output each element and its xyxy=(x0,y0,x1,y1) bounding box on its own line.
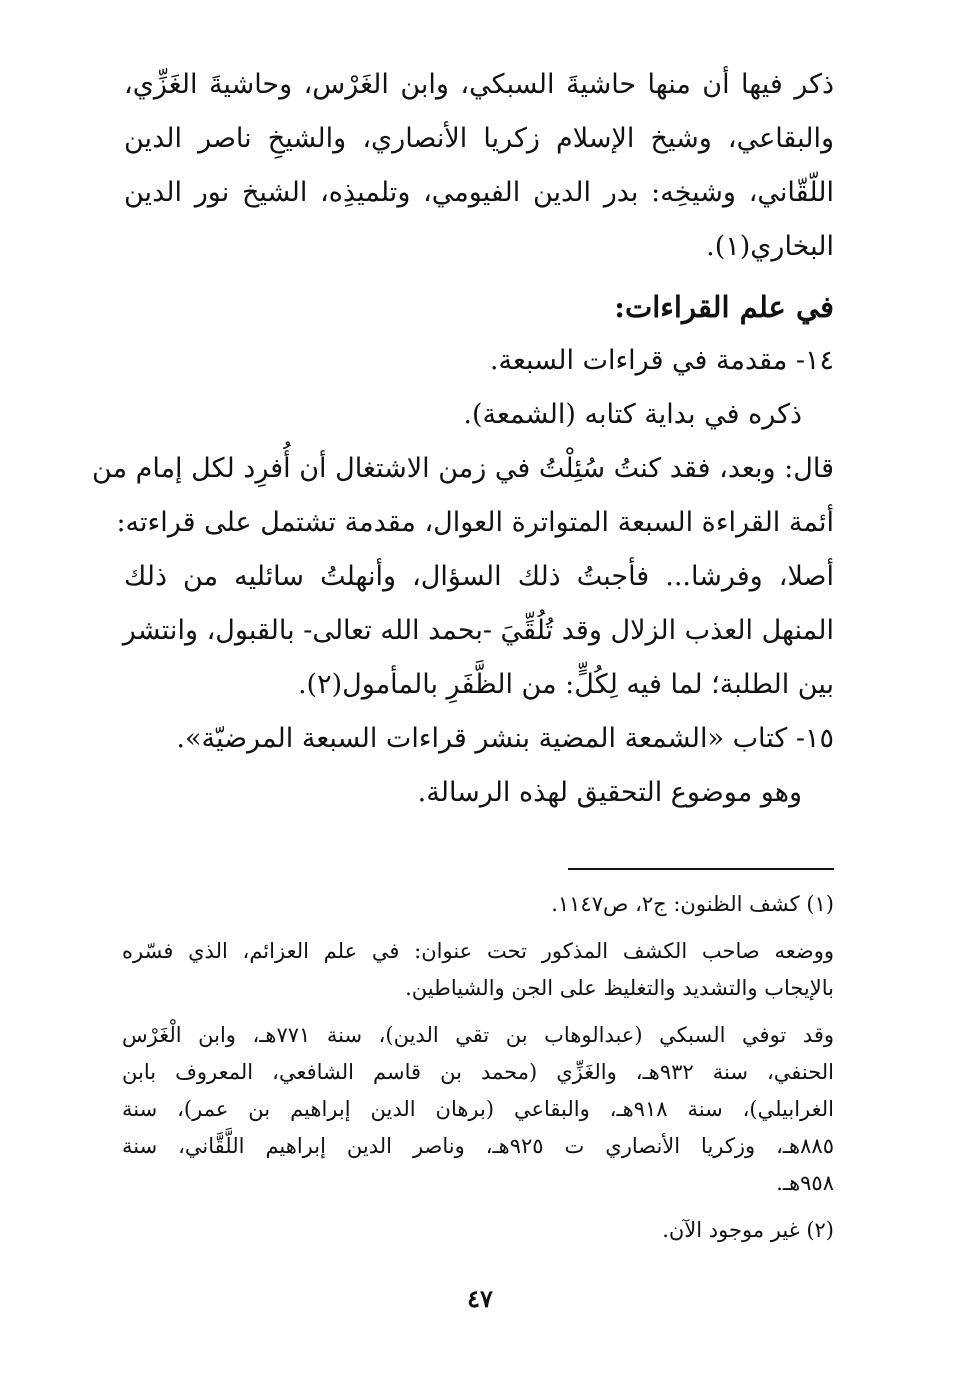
footnote-line: الغرابيلي)، سنة ٩١٨هـ، والبقاعي (برهان الدين إبراهيم بن عمر)، سنة xyxy=(122,1097,835,1121)
item-15-title: ١٥- كتاب «الشمعة المضية بنشر قراءات السبعة المرضيّة». xyxy=(176,723,834,754)
footnote-line: ٨٨٥هـ، وزكريا الأنصاري ت ٩٢٥هـ، وناصر الدين إبراهيم اللَّقَّاني، سنة xyxy=(122,1134,834,1158)
footnote-1: (١) كشف الظنون: ج٢، ص١١٤٧. xyxy=(551,892,834,916)
footnote-line: ٩٥٨هـ. xyxy=(776,1171,834,1195)
item-15-note: وهو موضوع التحقيق لهذه الرسالة. xyxy=(417,777,802,808)
quote-line: المنهل العذب الزلال وقد تُلُقِّيَ -بحمد الله تعالى- بالقبول، وانتشر xyxy=(122,615,834,646)
main-text xyxy=(92,58,834,820)
footnote-line: ووضعه صاحب الكشف المذكور تحت عنوان: في علم العزائم، الذي فسّره xyxy=(122,939,834,963)
section-heading: في علم القراءات: xyxy=(614,290,834,324)
footnote-separator xyxy=(568,868,834,870)
paragraph-line: البخاري(١). xyxy=(706,231,834,262)
page-number: ٤٧ xyxy=(467,1284,493,1313)
paragraph-line: اللّقّاني، وشيخِه: بدر الدين الفيومي، وتلميذِه، الشيخ نور الدين xyxy=(124,177,834,208)
footnote-2: (٢) غير موجود الآن. xyxy=(662,1218,834,1242)
quote-line: أئمة القراءة السبعة المتواترة العوال، مقدمة تشتمل على قراءته: xyxy=(116,507,834,538)
footnote-line: الحنفي، سنة ٩٣٢هـ، والغَزِّي (محمد بن قاسم الشافعي، المعروف بابن xyxy=(122,1060,835,1084)
paragraph-line: ذكر فيها أن منها حاشيةَ السبكي، وابن الغَرْس، وحاشيةَ الغَزِّي، xyxy=(124,69,834,100)
quote-line: أصلا، وفرشا... فأجبتُ ذلك السؤال، وأنهلتُ سائليه من ذلك xyxy=(124,561,834,592)
footnote-line: وقد توفي السبكي (عبدالوهاب بن تقي الدين)، سنة ٧٧١هـ، وابن الْغَرْس xyxy=(122,1023,835,1047)
item-14-mention: ذكره في بداية كتابه (الشمعة). xyxy=(463,399,802,430)
item-14-title: ١٤- مقدمة في قراءات السبعة. xyxy=(489,345,834,376)
quote-line: قال: وبعد، فقد كنتُ سُئِلْتُ في زمن الاشتغال أن أُفرِد لكل إمام من xyxy=(92,453,834,484)
footnotes xyxy=(122,886,834,1249)
quote-line: بين الطلبة؛ لما فيه لِكُلٍّ: من الظَّفَرِ بالمأمول(٢). xyxy=(297,669,834,700)
footnote-line: بالإيجاب والتشديد والتغليظ على الجن والشياطين. xyxy=(405,976,834,1000)
paragraph-line: والبقاعي، وشيخ الإسلام زكريا الأنصاري، والشيخِ ناصر الدين xyxy=(124,123,834,154)
